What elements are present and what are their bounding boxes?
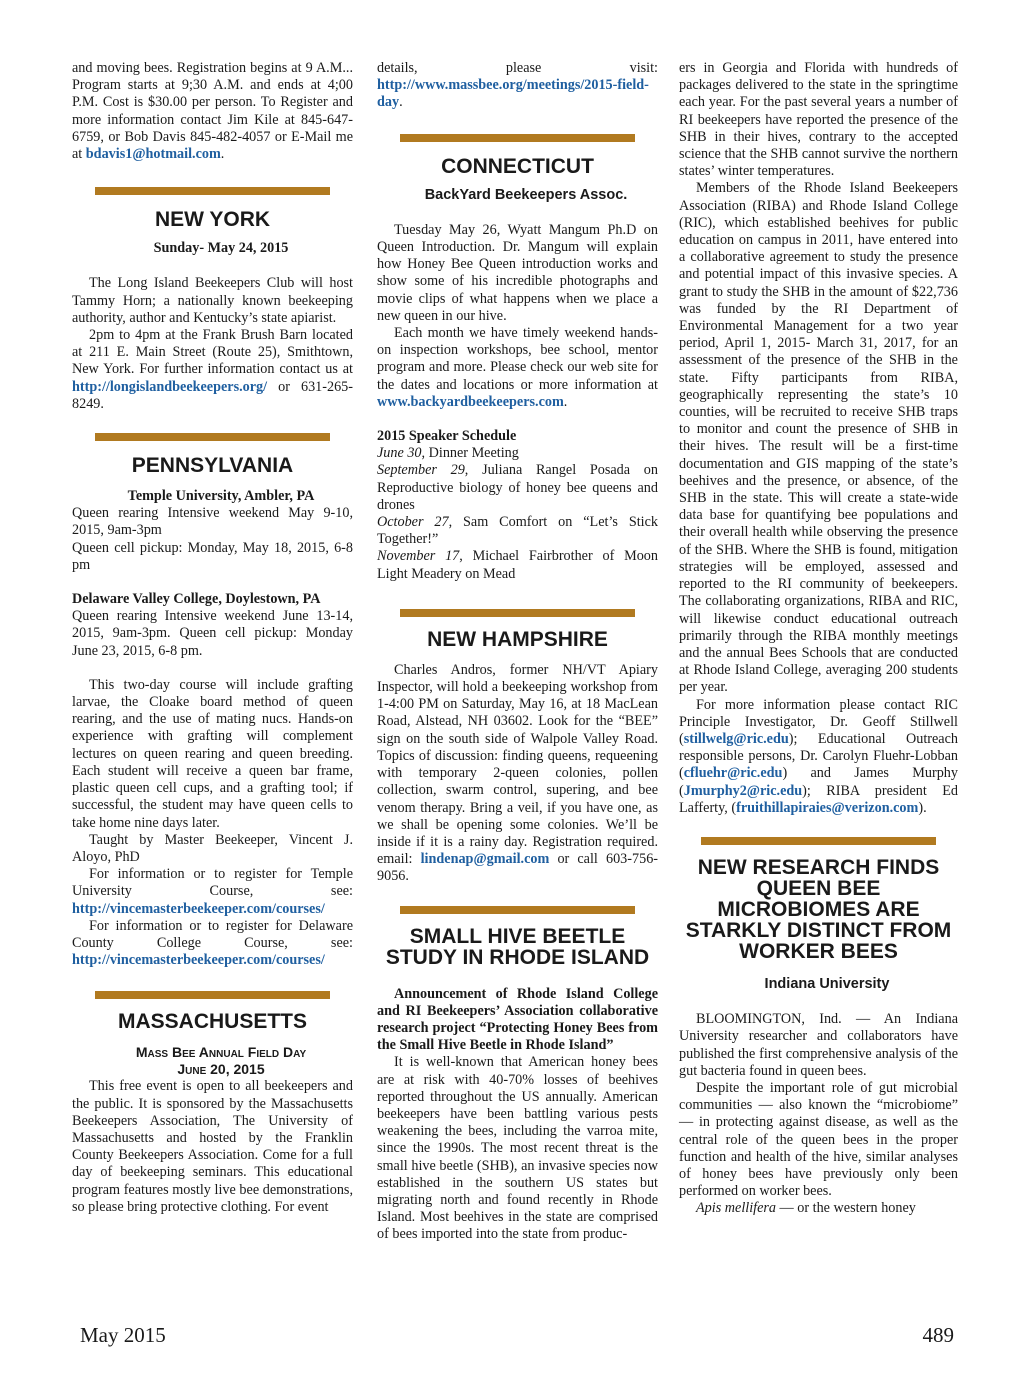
paragraph: This two-day course will include grafting larvae, the Cloake board method of queen rearing, and the use of mating nucs. Hands-on experience with grafting will complement lectures on queen rearing and queen breeding. Each student will receive a queen bar frame, plastic queen cell cups, and a grafting tool; if successful, the student may have queen cells to take home nine days later. [72,676,353,831]
website-link[interactable]: http://vincemasterbeekeeper.com/courses/ [72,900,325,917]
paragraph: Queen cell pickup: Monday, May 18, 2015, 6-8 pm [72,539,353,573]
schedule-item: June 30, Dinner Meeting [377,445,519,462]
email-link[interactable]: lindenap@gmail.com [420,851,550,868]
paragraph: Queen rearing Intensive weekend June 13-14, 2015, 9am-3pm. Queen cell pickup: Monday June 23, 2015, 6-8 pm. [72,608,353,659]
paragraph: This free event is open to all beekeepers and the public. It is sponsored by the Massachusetts Beekeepers Association, The University of Massachusetts and hosted by the Franklin County Beekeepers Association. Come for a full day of beekeeping seminars. This educational program features mostly live bee demonstrations, so please bring protective clothing. For event [72,1078,353,1215]
paragraph: Members of the Rhode Island Beekeepers Association (RIBA) and Rhode Island College (RIC), which established beehives for public education on campus in 2011, have entered into a collaborative agreement to study the presence and potential impact of this invasive species. A grant to study the SHB in the amount of $22,736 was funded by the RI Department of Environmental Management for a two year period, April 1, 2015- March 31, 2017, for an assessment of the presence of the SHB in the state. Fifty participants from RIBA, geographically representing the state’s 10 counties, will be recruited to receive SHB traps to monitor and count the presence of SHB in their hives. The result will be a first-time documentation and GIS mapping of the state’s beehives and the presence, or absence, of the SHB in the state. This will create a state-wide data base for quantifying bee populations and their overall health while observing the presence of the SHB. Where the SHB is found, mitigation strategies will be employed, assessed and reported to the RI community of beekeepers. The collaborating organizations, RIBA and RIC, will likewise conduct educational outreach primarily through the RIBA monthly meetings and the annual Bees Schools that are conducted at Rhode Island College, averaging 200 students per year. [679,180,958,696]
section-divider [400,134,635,142]
paragraph: Queen rearing Intensive weekend May 9-10, 2015, 9am-3pm [72,505,353,539]
section-subheading: BackYard Beekeepers Assoc. [424,186,628,203]
paragraph: Despite the important role of gut microbial communities — also known the “microbiome” — in protecting against disease, as well as the central role of the queen bees in the proper function and health of the hive, similar analyses of honey bees have previously only been performed on worker bees. [679,1079,958,1200]
section-heading-new-hampshire: NEW HAMPSHIRE [427,627,608,651]
paragraph: 2pm to 4pm at the Frank Brush Barn located at 211 E. Main Street (Route 25), Smithtown, New York. For further information contact us at http://longislandbeekeepers.org/ or 631-265-8249. [72,327,353,412]
event-date: Sunday- May 24, 2015 [153,240,289,257]
paragraph: For information or to register for Delaware County College Course, see: http://vincemasterbeekeeper.com/courses/ [72,917,353,969]
website-link[interactable]: http://longislandbeekeepers.org/ [72,378,268,395]
section-heading-new-york: NEW YORK [154,208,271,232]
paragraph: Each month we have timely weekend hands-on inspection workshops, bee school, mentor program and more. Please check our web site for the dates and locations or more information at www.backyardbeekeepers.com. [377,325,658,410]
paragraph: Apis mellifera — or the western honey [696,1200,916,1217]
email-link[interactable]: stillwelg@ric.edu [683,730,789,747]
lead-paragraph: Announcement of Rhode Island College and RI Beekeepers’ Association collaborative research project “Protecting Honey Bees from the Small Hive Beetle in Rhode Island” [377,985,658,1054]
section-divider [95,187,330,195]
paragraph: BLOOMINGTON, Ind. — An Indiana University researcher and collaborators have published the first comprehensive analysis of the gut bacteria found in queen bees. [679,1011,958,1079]
paragraph: For more information please contact RIC Principle Investigator, Dr. Geoff Stillwell (stillwelg@ric.edu); Educational Outreach responsible persons, Dr. Carolyn Fluehr-Lobban (cfluehr@ric.edu) and James Murphy (Jmurphy2@ric.edu); RIBA president Ed Lafferty, (fruithillapiraies@verizon.com). [679,696,958,816]
paragraph: Taught by Master Beekeeper, Vincent J. Aloyo, PhD [72,831,353,865]
paragraph: details, please visit: http://www.massbee.org/meetings/2015-field-day. [377,60,658,111]
column-1 [72,60,353,1216]
section-divider [95,433,330,441]
event-title: Mass Bee Annual Field Day [135,1044,307,1061]
paragraph: The Long Island Beekeepers Club will host Tammy Horn; a nationally known beekeeping authority, author and Kentucky’s state apiarist. [72,275,353,326]
section-heading-connecticut: CONNECTICUT [441,154,594,178]
schedule-item: September 29, Juliana Rangel Posada on Reproductive biology of honey bee queens and drones [377,462,658,513]
column-3 [679,60,958,1218]
schedule-item: November 17, Michael Fairbrother of Moon Light Meadery on Mead [377,548,658,582]
event-title: Delaware Valley College, Doylestown, PA [72,591,321,608]
website-link[interactable]: www.backyardbeekeepers.com [377,393,564,410]
schedule-title: 2015 Speaker Schedule [377,428,517,445]
email-link[interactable]: fruithillapiraies@verizon.com [736,799,919,816]
event-title: Temple University, Ambler, PA [127,488,315,505]
section-heading-pennsylvania: PENNSYLVANIA [131,454,294,478]
section-divider [400,609,635,617]
section-divider [701,837,936,845]
column-2 [377,60,658,1244]
intro-paragraph: and moving bees. Registration begins at 9 A.M... Program starts at 9;30 A.M. and ends at 4;00 P.M. Cost is $30.00 per person. To Register and more information contact Jim Kile at 845-647-6759, or Bob Davis 845-482-4057 or E-Mail me at bdavis1@hotmail.com. [72,60,353,163]
footer-page-number: 489 [922,1323,954,1347]
website-link[interactable]: http://www.massbee.org/meetings/2015-field-day [377,77,649,111]
section-divider [95,991,330,999]
footer-issue-date: May 2015 [80,1323,166,1347]
paragraph: Charles Andros, former NH/VT Apiary Inspector, will hold a beekeeping workshop from 1-4:00 PM on Saturday, May 16, at 18 MacLean Road, Alstead, NH 03602. Look for the “BEE” sign on the south side of Walpole Valley Road. Topics of discussion: finding queens, requeening with temporary 2-queen colonies, pollen collection, swarm control, supering, and bee venom therapy. Bring a veil, if you have one, as we shall be opening some colonies. We’ll be inside if it is a rainy day. Registration required. email: lindenap@gmail.com or call 603-756-9056. [377,661,659,885]
section-heading-small-hive-beetle: SMALL HIVE BEETLE STUDY IN RHODE ISLAND [385,924,650,969]
paragraph: Tuesday May 26, Wyatt Mangum Ph.D on Queen Introduction. Dr. Mangum will explain how Honey Bee Queen introduction works and show some of his incredible photographs and movie clips of what happens when we place a new queen in our hive. [377,221,658,324]
section-divider [400,906,635,914]
section-heading-massachusetts: MASSACHUSETTS [117,1010,307,1034]
schedule-item: October 27, Sam Comfort on “Let’s Stick Together!” [377,514,658,548]
website-link[interactable]: http://vincemasterbeekeeper.com/courses/ [72,952,325,969]
section-heading-queen-bee-research: NEW RESEARCH FINDS QUEEN BEE MICROBIOMES ARE STARKLY DISTINCT FROM WORKER BEES [685,855,952,963]
paragraph: For information or to register for Temple University Course, see: http://vincemasterbeekeeper.com/courses/ [72,866,353,917]
paragraph: It is well-known that American honey bees are at risk with 40-70% losses of beehives reported throughout the US annually. American beekeepers have been battling various pests weakening the bees, including the varroa mite, since the 1990s. The most recent threat is the small hive beetle (SHB), an invasive species now established in the southern US states but migrating north and found recently in Rhode Island. Most beehives in the state are comprised of bees imported into the state from produc- [377,1054,658,1243]
section-subheading: Indiana University [764,975,890,992]
email-link[interactable]: Jmurphy2@ric.edu [683,782,803,799]
email-link[interactable]: cfluehr@ric.edu [683,765,783,782]
email-link[interactable]: bdavis1@hotmail.com [85,146,221,163]
event-date: June 20, 2015 [177,1061,265,1078]
paragraph: ers in Georgia and Florida with hundreds of packages delivered to the state in the springtime each year. For the past several years a number of RI beekeepers have reported the presence of the SHB in their hives, contrary to the accepted science that the SHB cannot survive the northern states’ winter temperatures. [679,60,958,180]
